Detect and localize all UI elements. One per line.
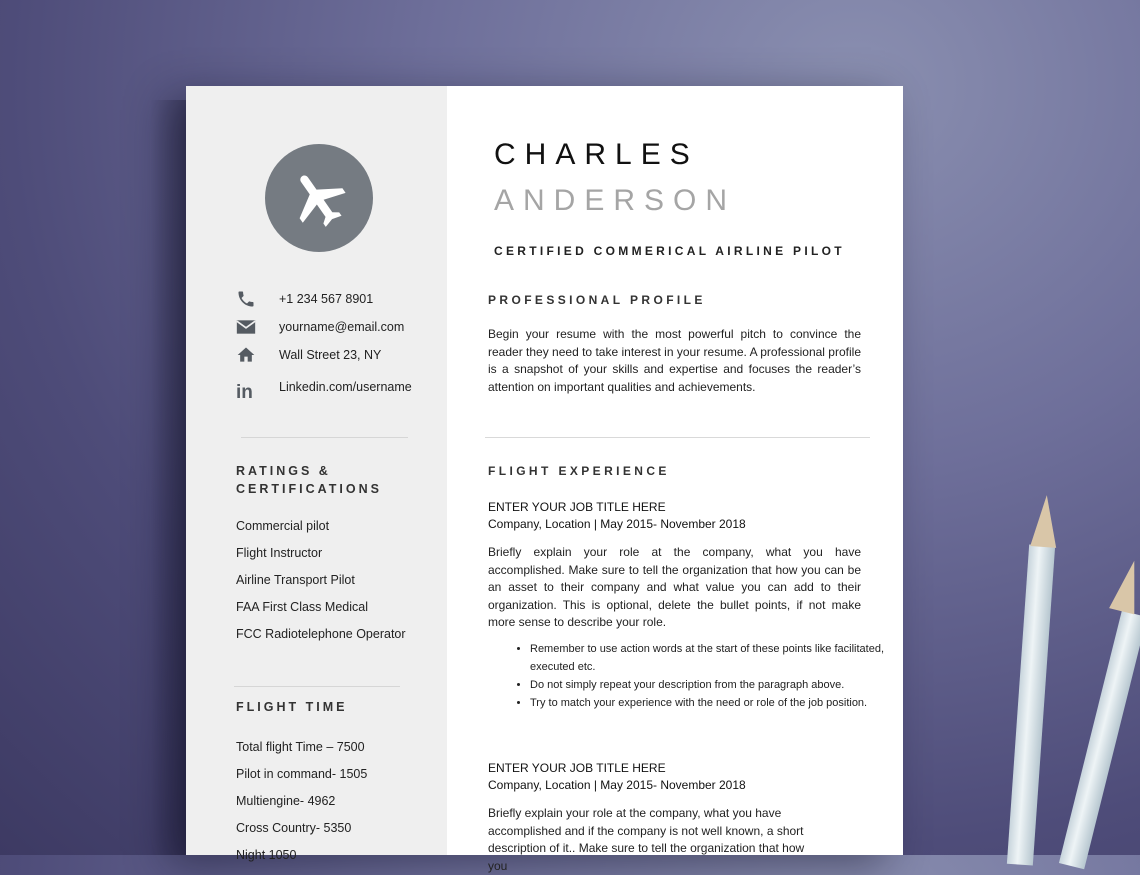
pencil-right-tip bbox=[1109, 558, 1140, 615]
ratings-title-line2: CERTIFICATIONS bbox=[236, 482, 382, 496]
last-name: ANDERSON bbox=[494, 184, 737, 217]
job-title: ENTER YOUR JOB TITLE HERE bbox=[488, 761, 666, 775]
pencil-right bbox=[1059, 611, 1140, 870]
job-bullets bbox=[506, 640, 885, 712]
email-icon bbox=[236, 316, 262, 338]
first-name: CHARLES bbox=[494, 138, 699, 171]
email-text: yourname@email.com bbox=[279, 320, 405, 334]
flight-time-title: FLIGHT TIME bbox=[236, 700, 348, 714]
job-bullet: • Try to match your experience with the need or role of the job position. bbox=[530, 694, 885, 712]
sidebar-divider-1 bbox=[241, 437, 408, 438]
job-description: Briefly explain your role at the company, what you have accomplished. Make sure to tell the organization that how you can be an asset to their company and what value you can add to their organization. This is optional, delete the bullet points, if not make more sense to describe your role. bbox=[488, 545, 861, 629]
job-title: ENTER YOUR JOB TITLE HERE bbox=[488, 500, 666, 514]
ratings-title-line1: RATINGS & bbox=[236, 464, 331, 478]
airplane-icon bbox=[286, 165, 352, 231]
home-icon bbox=[236, 344, 262, 366]
flight-time-item: Pilot in command- 1505 bbox=[236, 767, 368, 781]
flight-time-item: Cross Country- 5350 bbox=[236, 821, 352, 835]
linkedin-icon: in bbox=[236, 382, 253, 403]
contact-email bbox=[236, 316, 436, 338]
profile-title: PROFESSIONAL PROFILE bbox=[488, 293, 706, 307]
page-shadow bbox=[150, 100, 190, 855]
rating-item: Flight Instructor bbox=[236, 546, 323, 560]
main-divider bbox=[485, 437, 870, 438]
rating-item: FAA First Class Medical bbox=[236, 600, 368, 614]
contact-phone bbox=[236, 288, 436, 310]
headline: CERTIFIED COMMERICAL AIRLINE PILOT bbox=[494, 244, 845, 258]
resume-page bbox=[186, 86, 903, 873]
sidebar-divider-2 bbox=[234, 686, 400, 687]
job-bullet: • Do not simply repeat your description from the paragraph above. bbox=[530, 676, 885, 694]
job-bullet: • Remember to use action words at the start of these points like facilitated, executed etc. bbox=[530, 640, 885, 676]
pencil-left-tip bbox=[1030, 494, 1060, 548]
profile-text: Begin your resume with the most powerful pitch to convince the reader they need to take interest in your resume. A professional profile is a snapshot of your skills and expertise and focuses the reader’s attention on important qualities and achievements. bbox=[488, 327, 861, 394]
pencil-left bbox=[1007, 544, 1055, 865]
rating-item: FCC Radiotelephone Operator bbox=[236, 627, 406, 641]
phone-icon bbox=[236, 288, 262, 310]
avatar bbox=[265, 144, 373, 252]
experience-title: FLIGHT EXPERIENCE bbox=[488, 464, 670, 478]
flight-time-item: Multiengine- 4962 bbox=[236, 794, 336, 808]
address-text: Wall Street 23, NY bbox=[279, 348, 382, 362]
flight-time-item: Total flight Time – 7500 bbox=[236, 740, 365, 754]
flight-time-item: Night 1050 bbox=[236, 848, 297, 862]
ratings-title bbox=[236, 462, 382, 498]
job-meta: Company, Location | May 2015- November 2018 bbox=[488, 517, 746, 531]
job-meta: Company, Location | May 2015- November 2018 bbox=[488, 778, 746, 792]
sidebar bbox=[186, 86, 447, 862]
linkedin-text: Linkedin.com/username bbox=[279, 380, 412, 394]
rating-item: Airline Transport Pilot bbox=[236, 573, 355, 587]
rating-item: Commercial pilot bbox=[236, 519, 330, 533]
phone-text: +1 234 567 8901 bbox=[279, 292, 374, 306]
contact-linkedin bbox=[236, 370, 436, 404]
job-description: Briefly explain your role at the company, what you have accomplished and if the company is not well known, a short description of it.. Make sure to tell the organization that how you bbox=[488, 806, 805, 873]
contact-address bbox=[236, 344, 436, 366]
